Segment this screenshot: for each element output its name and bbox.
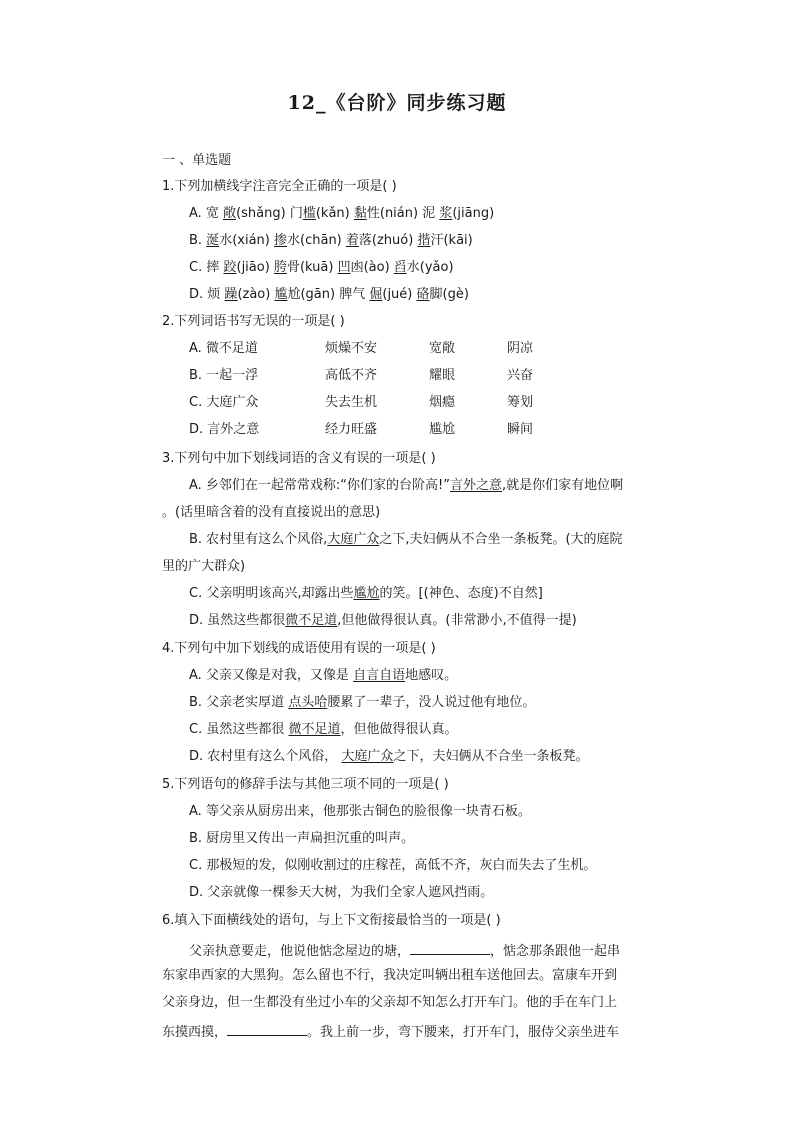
question-1-option-c: C. 摔 跤(jiāo) 胯骨(kuā) 凹凼(ào) 舀水(yǎo) [189,260,454,275]
answer-blank [227,1021,307,1036]
question-3-option-b-continued: 里的广大群众) [162,559,246,574]
question-3-option-a-continued: 。(话里暗含着的没有直接说出的意思) [162,505,381,520]
question-3-option-a: A. 乡邻们在一起常常戏称:“你们家的台阶高!”言外之意,就是你们家有地位啊 [189,478,624,493]
question-3-option-d: D. 虽然这些都很微不足道,但他做得很认真。(非常渺小,不值得一提) [189,613,577,628]
question-2-option-a: A. 微不足道 烦燥不安 宽敞 阴凉 [189,341,534,356]
question-5-option-a: A. 等父亲从厨房出来，他那张古铜色的脸很像一块青石板。 [189,804,531,819]
question-5-option-d: D. 父亲就像一棵参天大树，为我们全家人遮风挡雨。 [189,885,494,900]
question-2-stem: 2.下列词语书写无误的一项是( ) [162,314,345,329]
question-6-passage-line-3: 父亲身边，但一生都没有坐过小车的父亲却不知怎么打开车门。他的手在车门上 [162,995,618,1010]
question-4-stem: 4.下列句中加下划线的成语使用有误的一项是( ) [162,641,436,656]
answer-blank [410,940,490,955]
question-1-option-a: A. 宽 敞(shǎng) 门槛(kǎn) 黏性(nián) 泥 浆(jiāng) [189,206,495,221]
question-6-passage-line-4: 东摸西摸， 。我上前一步，弯下腰来，打开车门，服侍父亲坐进车 [162,1021,619,1042]
question-1-stem: 1.下列加横线字注音完全正确的一项是( ) [162,179,397,194]
question-2-option-b: B. 一起一浮 高低不齐 耀眼 兴奋 [189,368,534,383]
question-2-option-c: C. 大庭广众 失去生机 烟瘾 筹划 [189,395,534,410]
question-5-option-b: B. 厨房里又传出一声扁担沉重的叫声。 [189,831,415,846]
question-5-stem: 5.下列语句的修辞手法与其他三项不同的一项是( ) [162,777,449,792]
question-3-stem: 3.下列句中加下划线词语的含义有误的一项是( ) [162,451,436,466]
question-1-option-d: D. 烦 躁(zào) 尴尬(gān) 脾气 倔(jué) 硌脚(gè) [189,287,469,302]
question-6-passage-line-2: 东家串西家的大黑狗。怎么留也不行，我决定叫辆出租车送他回去。富康车开到 [162,968,618,983]
question-1-option-b: B. 涎水(xián) 掺水(chān) 着落(zhuó) 揩汗(kāi) [189,233,473,248]
question-4-option-d: D. 农村里有这么个风俗， 大庭广众之下，夫妇俩从不合坐一条板凳。 [189,749,589,764]
page-title: 12_《台阶》同步练习题 [287,92,507,114]
question-6-passage-line-1: 父亲执意要走，他说他惦念屋边的塘， ，惦念那条跟他一起串 [189,940,620,961]
question-4-option-a: A. 父亲又像是对我，又像是 自言自语地感叹。 [189,668,458,683]
question-6-stem: 6.填入下面横线处的语句，与上下文衔接最恰当的一项是( ) [162,913,501,928]
question-3-option-c: C. 父亲明明该高兴,却露出些尴尬的笑。[(神色、态度)不自然] [189,586,543,601]
question-3-option-b: B. 农村里有这么个风俗,大庭广众之下,夫妇俩从不合坐一条板凳。(大的庭院 [189,532,623,547]
section-heading: 一 、单选题 [162,153,232,168]
question-2-option-d: D. 言外之意 经力旺盛 尴尬 瞬间 [189,422,534,437]
question-4-option-b: B. 父亲老实厚道 点头哈腰累了一辈子，没人说过他有地位。 [189,695,536,710]
question-4-option-c: C. 虽然这些都很 微不足道，但他做得很认真。 [189,722,458,737]
question-5-option-c: C. 那极短的发，似刚收割过的庄稼茬，高低不齐，灰白而失去了生机。 [189,858,597,873]
